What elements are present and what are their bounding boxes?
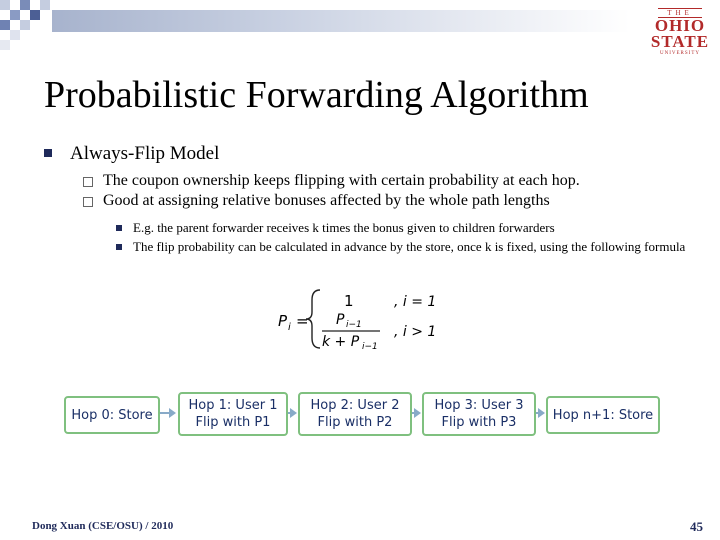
flow-box-store-start: [64, 396, 160, 434]
formula-case2-cond: , i > 1: [394, 324, 437, 340]
university-logo: [648, 8, 712, 62]
flow-arrow-icon: [160, 412, 174, 414]
slide-title: Probabilistic Forwarding Algorithm: [44, 74, 589, 116]
formula-case1-value: 1: [344, 292, 354, 310]
logo-line-4: UNIVERSITY: [660, 51, 700, 56]
sub-bullet-1: The coupon ownership keeps flipping with certain probability at each hop.: [103, 172, 580, 189]
flow-box-line1: Hop 2: User 2: [310, 398, 400, 413]
flow-arrow-icon: [288, 412, 295, 414]
svg-text:=: =: [296, 312, 309, 330]
formula-case2-den: k + P: [322, 334, 360, 350]
small-bullet-icon: [116, 244, 122, 250]
flow-arrow-icon: [412, 412, 419, 414]
sub-sub-bullet-1: E.g. the parent forwarder receives k times the bonus given to children forwarders: [133, 220, 555, 235]
flow-arrow-icon: [536, 412, 543, 414]
logo-line-2: OHIO: [654, 16, 706, 35]
bullet-square-icon: [44, 149, 52, 157]
flow-box-line1: Hop 1: User 1: [188, 398, 278, 413]
checkbox-bullet-icon: [83, 197, 93, 207]
flow-box-line2: Flip with P1: [195, 415, 271, 430]
header-band: [52, 10, 630, 32]
formula-case2-den-sub: i−1: [362, 342, 378, 352]
flow-box-user-3: [422, 392, 536, 436]
logo-line-3: STATE: [650, 32, 710, 51]
formula-case2-num-sub: i−1: [346, 320, 362, 330]
formula-case1-cond: , i = 1: [394, 294, 437, 310]
formula-lhs-sub: i: [288, 322, 291, 333]
formula-case2-num: P: [336, 312, 345, 328]
flip-probability-formula: [276, 286, 456, 352]
logo-line-1: THE: [658, 8, 702, 18]
formula-lhs: P: [278, 312, 288, 330]
flow-box-line1: Hop 3: User 3: [434, 398, 524, 413]
sub-bullet-2: Good at assigning relative bonuses affected by the whole path lengths: [103, 192, 550, 209]
small-bullet-icon: [116, 225, 122, 231]
checkered-header-decoration: [0, 0, 52, 52]
flow-box-line2: Flip with P3: [441, 415, 517, 430]
footer-text: Dong Xuan (CSE/OSU) / 2010: [32, 520, 174, 532]
flow-box-line1: Hop 0: Store: [71, 407, 153, 423]
flow-box-line1: Hop n+1: Store: [552, 407, 654, 423]
checkbox-bullet-icon: [83, 177, 93, 187]
flow-box-user-1: [178, 392, 288, 436]
bullet-text: Always-Flip Model: [70, 143, 220, 164]
flow-box-line2: Flip with P2: [317, 415, 393, 430]
flow-box-store-end: [546, 396, 660, 434]
page-number: 45: [690, 519, 703, 534]
flow-box-user-2: [298, 392, 412, 436]
sub-sub-bullet-2: The flip probability can be calculated in advance by the store, once k is fixed, using the following formula: [133, 239, 686, 254]
